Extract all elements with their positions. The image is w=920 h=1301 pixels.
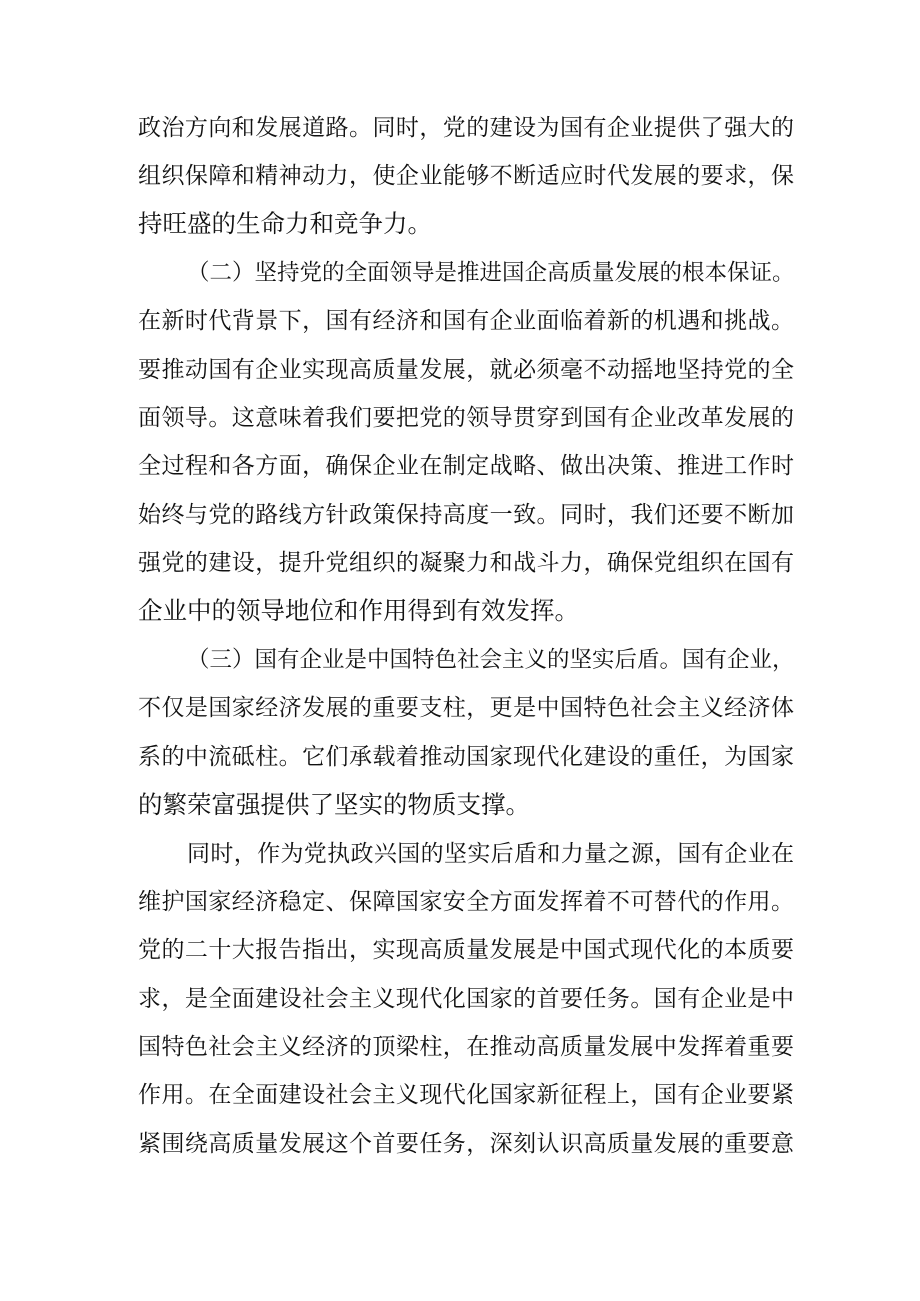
text-line: 企业中的领导地位和作用得到有效发挥。 xyxy=(138,596,579,625)
text-line: 始终与党的路线方针政策保持高度一致。同时，我们还要不断加 xyxy=(138,502,794,528)
text-line: 面领导。这意味着我们要把党的领导贯穿到国有企业改革发展的 xyxy=(138,405,794,431)
text-line: 要推动国有企业实现高质量发展，就必须毫不动摇地坚持党的全 xyxy=(138,357,794,383)
text-line: 紧围绕高质量发展这个首要任务，深刻认识高质量发展的重要意 xyxy=(138,1131,794,1157)
section-heading-line: （二）坚持党的全面领导是推进国企高质量发展的根本保证。 xyxy=(187,260,795,286)
text-line: 作用。在全面建设社会主义现代化国家新征程上，国有企业要紧 xyxy=(138,1082,794,1108)
text-line: 党的二十大报告指出，实现高质量发展是中国式现代化的本质要 xyxy=(138,937,794,963)
text-line: 全过程和各方面，确保企业在制定战略、做出决策、推进工作时 xyxy=(138,453,794,479)
text-line: 在新时代背景下，国有经济和国有企业面临着新的机遇和挑战。 xyxy=(138,308,794,334)
text-line: 求，是全面建设社会主义现代化国家的首要任务。国有企业是中 xyxy=(138,986,794,1012)
text-line: 持旺盛的生命力和竞争力。 xyxy=(138,209,432,238)
text-line: 不仅是国家经济发展的重要支柱，更是中国特色社会主义经济体 xyxy=(138,695,794,721)
paragraph-first-line: 同时，作为党执政兴国的坚实后盾和力量之源，国有企业在 xyxy=(187,841,794,867)
section-heading-line: （三）国有企业是中国特色社会主义的坚实后盾。国有企业， xyxy=(187,647,795,673)
text-line: 系的中流砥柱。它们承载着推动国家现代化建设的重任，为国家 xyxy=(138,744,794,770)
text-line: 国特色社会主义经济的顶梁柱，在推动高质量发展中发挥着重要 xyxy=(138,1034,794,1060)
text-line: 的繁荣富强提供了坚实的物质支撑。 xyxy=(138,790,530,819)
text-line: 政治方向和发展道路。同时，党的建设为国有企业提供了强大的 xyxy=(138,115,794,141)
text-line: 维护国家经济稳定、保障国家安全方面发挥着不可替代的作用。 xyxy=(138,889,794,915)
text-line: 组织保障和精神动力，使企业能够不断适应时代发展的要求，保 xyxy=(138,163,794,189)
text-line: 强党的建设，提升党组织的凝聚力和战斗力，确保党组织在国有 xyxy=(138,550,794,576)
